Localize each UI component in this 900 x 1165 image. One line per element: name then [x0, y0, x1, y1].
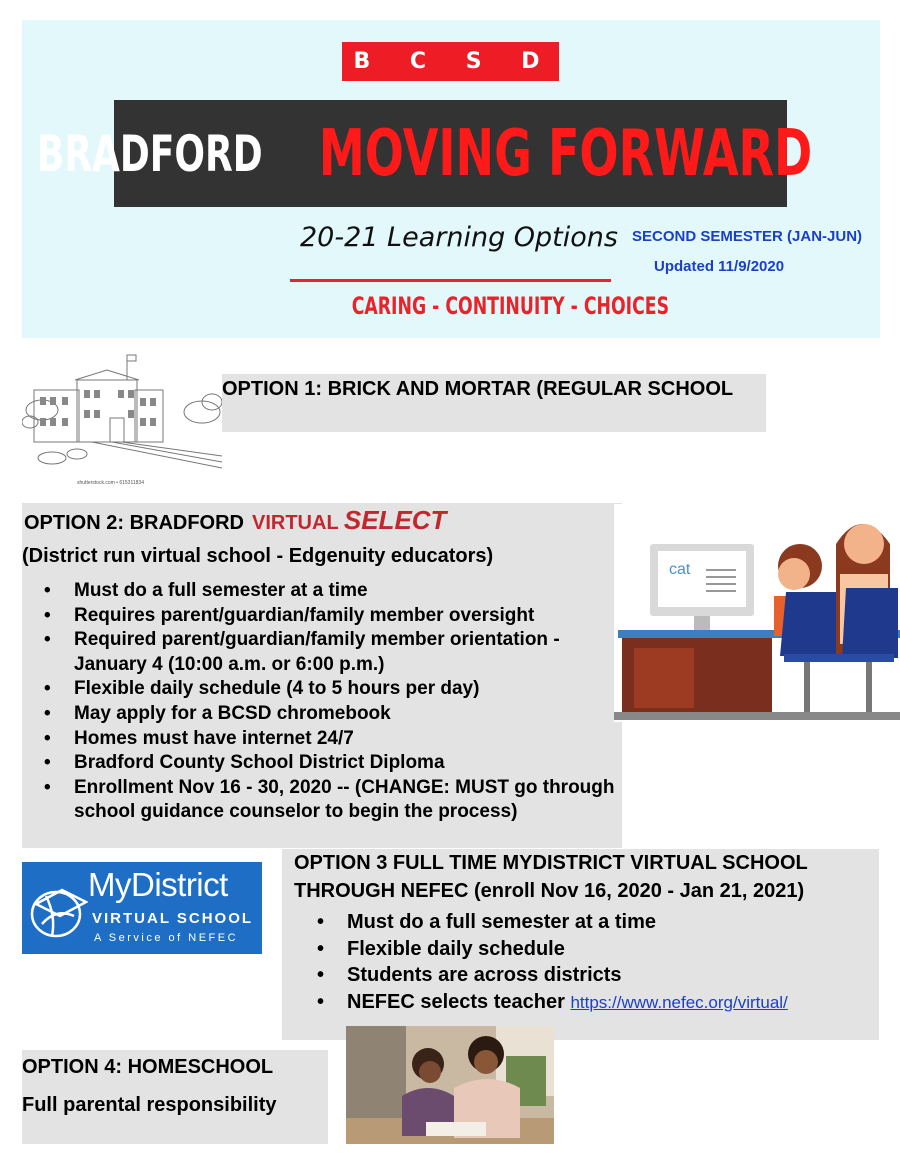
semester-label: SECOND SEMESTER (JAN-JUN): [632, 228, 863, 245]
option2-subheading: (District run virtual school - Edgenuity educators): [22, 545, 494, 567]
option4-box: [22, 1050, 328, 1144]
students-at-computer-illustration: [614, 504, 900, 722]
option4-heading: OPTION 4: HOMESCHOOL: [22, 1056, 274, 1078]
option3-heading: OPTION 3 FULL TIME MYDISTRICT VIRTUAL SCHOOL THROUGH NEFEC (enroll Nov 16, 2020 - Jan 21, 2021): [294, 852, 808, 902]
list-item: • Requires parent/guardian/family member oversight: [22, 604, 622, 629]
red-divider: [290, 279, 611, 282]
list-item: • Flexible daily schedule (4 to 5 hours per day): [22, 677, 622, 702]
list-item: • Flexible daily schedule: [282, 936, 879, 963]
title-moving-forward: MOVING FORWARD: [318, 116, 812, 191]
homeschool-photo: [346, 1026, 554, 1144]
screen-text: cat: [669, 561, 691, 578]
page-subtitle: 20-21 Learning Options: [300, 222, 618, 253]
list-item: • Homes must have internet 24/7: [22, 727, 622, 752]
option4-subheading: Full parental responsibility: [22, 1094, 277, 1116]
option2-heading-select: SELECT: [343, 505, 447, 535]
mydistrict-logo: [22, 862, 262, 954]
logo-title: MyDistrict: [88, 866, 228, 903]
motto: [290, 292, 670, 320]
list-item: • May apply for a BCSD chromebook: [22, 702, 622, 727]
updated-date: Updated 11/9/2020: [654, 258, 785, 275]
option2-heading: [24, 505, 446, 536]
globe-cap-icon: [28, 874, 88, 944]
image-credit: shutterstock.com • 615311834: [77, 480, 144, 486]
option3-list: [282, 909, 879, 1016]
list-item: • Students are across districts: [282, 962, 879, 989]
bcsd-badge: B C S D: [342, 42, 559, 81]
nefec-virtual-link[interactable]: https://www.nefec.org/virtual/: [570, 992, 788, 1012]
list-item: • Enrollment Nov 16 - 30, 2020 -- (CHANGE: MUST go through school guidance counselor to begin the process): [22, 776, 622, 825]
motto-text: CARING - CONTINUITY - CHOICES: [351, 292, 670, 320]
school-building-illustration: [22, 350, 222, 490]
title-bar: [37, 100, 812, 207]
list-item-text: NEFEC selects teacher: [347, 990, 565, 1013]
list-item: • Required parent/guardian/family member orientation - January 4 (10:00 a.m. or 6:00 p.m.): [22, 628, 622, 677]
option1-box: [222, 374, 766, 432]
logo-service: A Service of NEFEC: [94, 932, 239, 944]
option2-list: [22, 579, 622, 825]
list-item: • Bradford County School District Diploma: [22, 751, 622, 776]
title-bradford: BRADFORD: [37, 124, 263, 183]
list-item: [282, 989, 879, 1017]
list-item: • Must do a full semester at a time: [282, 909, 879, 936]
option2-box: [22, 503, 622, 848]
option2-heading-text: OPTION 2: BRADFORD: [24, 512, 244, 534]
list-item: • Must do a full semester at a time: [22, 579, 622, 604]
option3-box: [282, 849, 879, 1040]
logo-virtual-school: VIRTUAL SCHOOL: [92, 910, 254, 927]
option1-title: OPTION 1: BRICK AND MORTAR (REGULAR SCHOOL: [222, 378, 734, 400]
option2-heading-virtual: VIRTUAL: [252, 512, 339, 534]
